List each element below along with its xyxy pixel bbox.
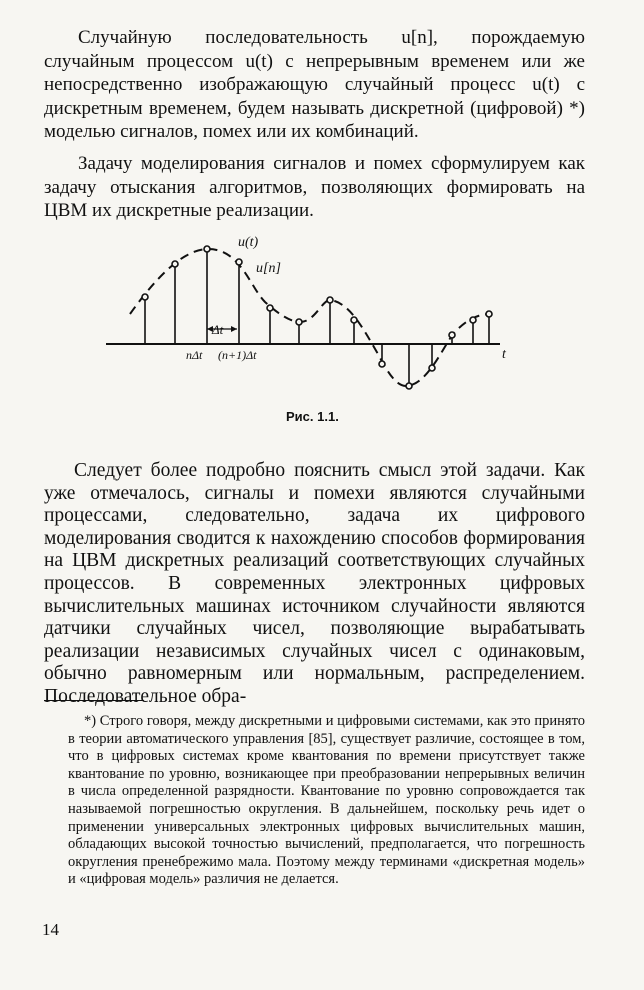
figure-1-1 <box>100 232 520 402</box>
paragraph-3 <box>44 460 585 709</box>
process-curve <box>130 249 490 386</box>
label-n1-delta-t: (n+1)Δt <box>218 348 257 362</box>
label-delta-t: Δt <box>212 322 224 337</box>
figure-caption: Рис. 1.1. <box>286 409 339 424</box>
label-t: t <box>502 347 506 362</box>
label-u-n: u[n] <box>256 261 281 276</box>
label-n-delta-t: nΔt <box>186 348 203 362</box>
label-u-t: u(t) <box>238 235 259 250</box>
paragraph-2-text: Задачу моделирования сигналов и помех сформулируем как задачу отыскания алгоритмов, позволяющих формировать на ЦВМ их дискретные реализации. <box>44 153 585 222</box>
sample-stems <box>142 246 492 389</box>
paragraph-1 <box>44 26 585 144</box>
paragraph-3-text: Следует более подробно пояснить смысл этой задачи. Как уже отмечалось, сигналы и помехи являются случайными процессами, следовательно, задача их цифрового моделирования сводится к нахождению способов формирования на ЦВМ дискретных реализаций соответствующих случайных процессов. В современных электронных цифровых вычислительных машинах источником случайности являются датчики случайных чисел, позволяющие вырабатывать реализации независимых случайных чисел с одинаковым, обычно равномерным или нормальным, распределением. Последовательное обра- <box>44 460 585 707</box>
page-number: 14 <box>42 920 59 939</box>
footnote-rule <box>44 700 144 701</box>
paragraph-1-text: Случайную последовательность u[n], порождаемую случайным процессом u(t) с непрерывным временем или же непосредственно изображающую случайный процесс u(t) с дискретным временем, будем называть дискретной (цифровой) *) моделью сигналов, помех или их комбинаций. <box>44 27 585 143</box>
footnote: *) Строго говоря, между дискретными и цифровыми системами, как это принято в теории автоматического управления [85], существует различие, состоящее в том, что в цифровых системах кроме квантования по времени присутствует также квантование по уровню, возникающее при преобразовании непрерывных величин в числа определенной разрядности. Квантование по уровню сопровождается так называемой погрешностью округления. В дальнейшем, поскольку речь идет о применении универсальных электронных цифровых вычислительных машин, обладающих высокой точностью вычислений, предполагается, что погрешность округления пренебрежимо мала. Поэтому между терминами «дискретная модель» и «цифровая модель» различия не делается. <box>68 713 585 888</box>
paragraph-2 <box>44 152 585 223</box>
